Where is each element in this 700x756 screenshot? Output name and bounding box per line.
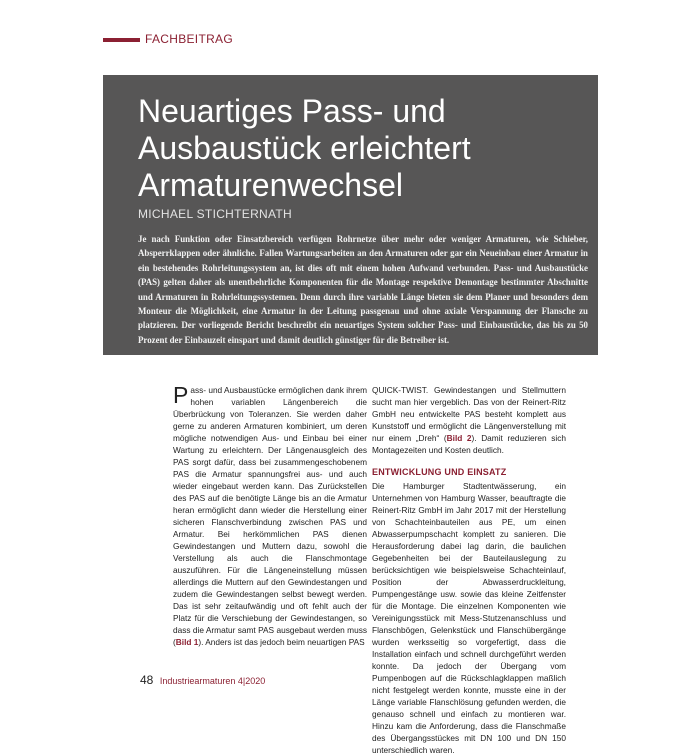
page-footer (140, 673, 265, 687)
article-hero (103, 75, 598, 355)
article-author: MICHAEL STICHTERNATH (138, 207, 293, 221)
drop-cap: P (173, 382, 189, 408)
article-abstract: Je nach Funktion oder Einsatzbereich verfügen Rohrnetze über mehr oder weniger Armaturen, wie Schieber, Absperrklappen oder ähnliche. Fallen Wartungsarbeiten an den Armaturen oder gar ein Neueinbau einer Armatur in ein bestehendes Rohrleitungssystem an, ist dies oft mit einem hohen Aufwand verbunden. Pass- und Ausbaustücke (PAS) gelten daher als unentbehrliche Komponenten für die Montage respektive Demontage bestimmter Abschnitte und Armaturen in Rohrleitungssystemen. Denn durch ihre variable Länge bieten sie dem Planer und besonders dem Monteur die Möglichkeit, eine Armatur in der Leitung passgenau und ohne axiale Verspannung der Flansche zu platzieren. Der vorliegende Bericht beschreibt ein neuartiges System solcher Pass- und Einbaustücke, das bis zu 50 Prozent der Einbauzeit einspart und damit deutlich günstiger für die Betreiber ist. (138, 234, 588, 345)
article-title: Neuartiges Pass- und Ausbaustück erleichtert Armaturenwechsel (138, 93, 471, 203)
paragraph-intro-continued (372, 384, 566, 456)
page-number: 48 (140, 673, 154, 687)
paragraph-intro-text-b: ). Anders ist das jedoch beim neuartigen PAS (198, 637, 365, 647)
paragraph-intro (173, 384, 367, 648)
body-column-left (173, 384, 367, 648)
paragraph-development: Die Hamburger Stadtentwässerung, ein Unternehmen von Hamburg Wasser, beauftragte die Reinert-Ritz GmbH im Jahr 2017 mit der Herstellung von Schachteinbauteilen aus PE, um einen Abwasserpumpschacht komplett zu sanieren. Die Herausforderung dabei lag darin, die baulichen Gegebenheiten bei der Bauteilauslegung zu berücksichtigen wie beispielsweise Schachteinlauf, Position der Abwasserdruckleitung, Pumpengestänge usw. sowie das kleine Zeitfenster für die Montage. Die einzelnen Komponenten wie Vereinigungsstück mit Mess-Stutzenanschluss und Flanschbögen, Gelenkstück und Flanschübergänge wurden werksseitig so vorgefertigt, dass die Installation einfach und schnell durchgeführt werden konnte. Da jedoch der Übergang vom Pumpenbogen auf die Rückschlagklappen maßlich nicht festgelegt werden konnte, musste eine in der Länge variable Flanschlösung gefunden werden, die genauso schnell und einfach zu montieren war. Hinzu kam die Anforderung, dass die Flanschmaße des Übergangsstückes mit DN 100 und DN 150 unterschiedlich waren. (372, 481, 566, 755)
paragraph-intro-text-b-cont: QUICK-TWIST. Gewindestangen und Stellmuttern sucht man hier vergeblich. Das von der Reinert-Ritz GmbH neu entwickelte PAS besteht komplett aus Kunststoff und ermöglicht die Längenverstellung mit nur einem „Dreh“ ( (372, 385, 566, 443)
paragraph-intro-text: ass- und Ausbaustücke ermöglichen dank ihrem hohen variablen Längenbereich die Überbrückung von Toleranzen. Sie werden daher gerne zu anderen Armaturen kombiniert, um deren mögliche notwendigen Aus- und Einbau bei einer Wartung zu erleichtern. Der Längenausgleich des PAS sorgt dafür, dass bei zusammengeschobenem PAS die Armatur spannungsfrei aus- und auch wieder eingebaut werden kann. Das Zurückstellen des PAS auf die benötigte Länge bis an die Armatur heran ermöglicht dann wieder die Herstellung einer sicheren Flanschverbindung zwischen PAS und Armatur. Bei herkömmlichen PAS dienen Gewindestangen und Muttern dazu, sowohl die Verstellung als auch die Flanschmontage auszuführen. Für die Längeneinstellung müssen allerdings die Muttern auf den Gewindestangen und zudem die Gewindestangen selbst bewegt werden. Das ist sehr zeitaufwändig und oft fehlt auch der Platz für die Verschiebung der Gewindestangen, so dass die Armatur samt PAS ausgebaut werden muss ( (173, 385, 367, 647)
figure-reference-2-cont: Bild 2 (446, 433, 472, 443)
journal-name: Industriearmaturen 4|2020 (159, 676, 266, 686)
paragraph-intro-text-c-cont: ). Damit reduzieren sich Montagezeiten und Kosten deutlich. (372, 433, 567, 455)
section-subheading: ENTWICKLUNG UND EINSATZ (372, 467, 507, 477)
rubric-bar (103, 38, 140, 42)
section-rubric: FACHBEITRAG (145, 32, 233, 46)
body-column-right (372, 384, 566, 756)
figure-reference-1: Bild 1 (175, 637, 199, 647)
